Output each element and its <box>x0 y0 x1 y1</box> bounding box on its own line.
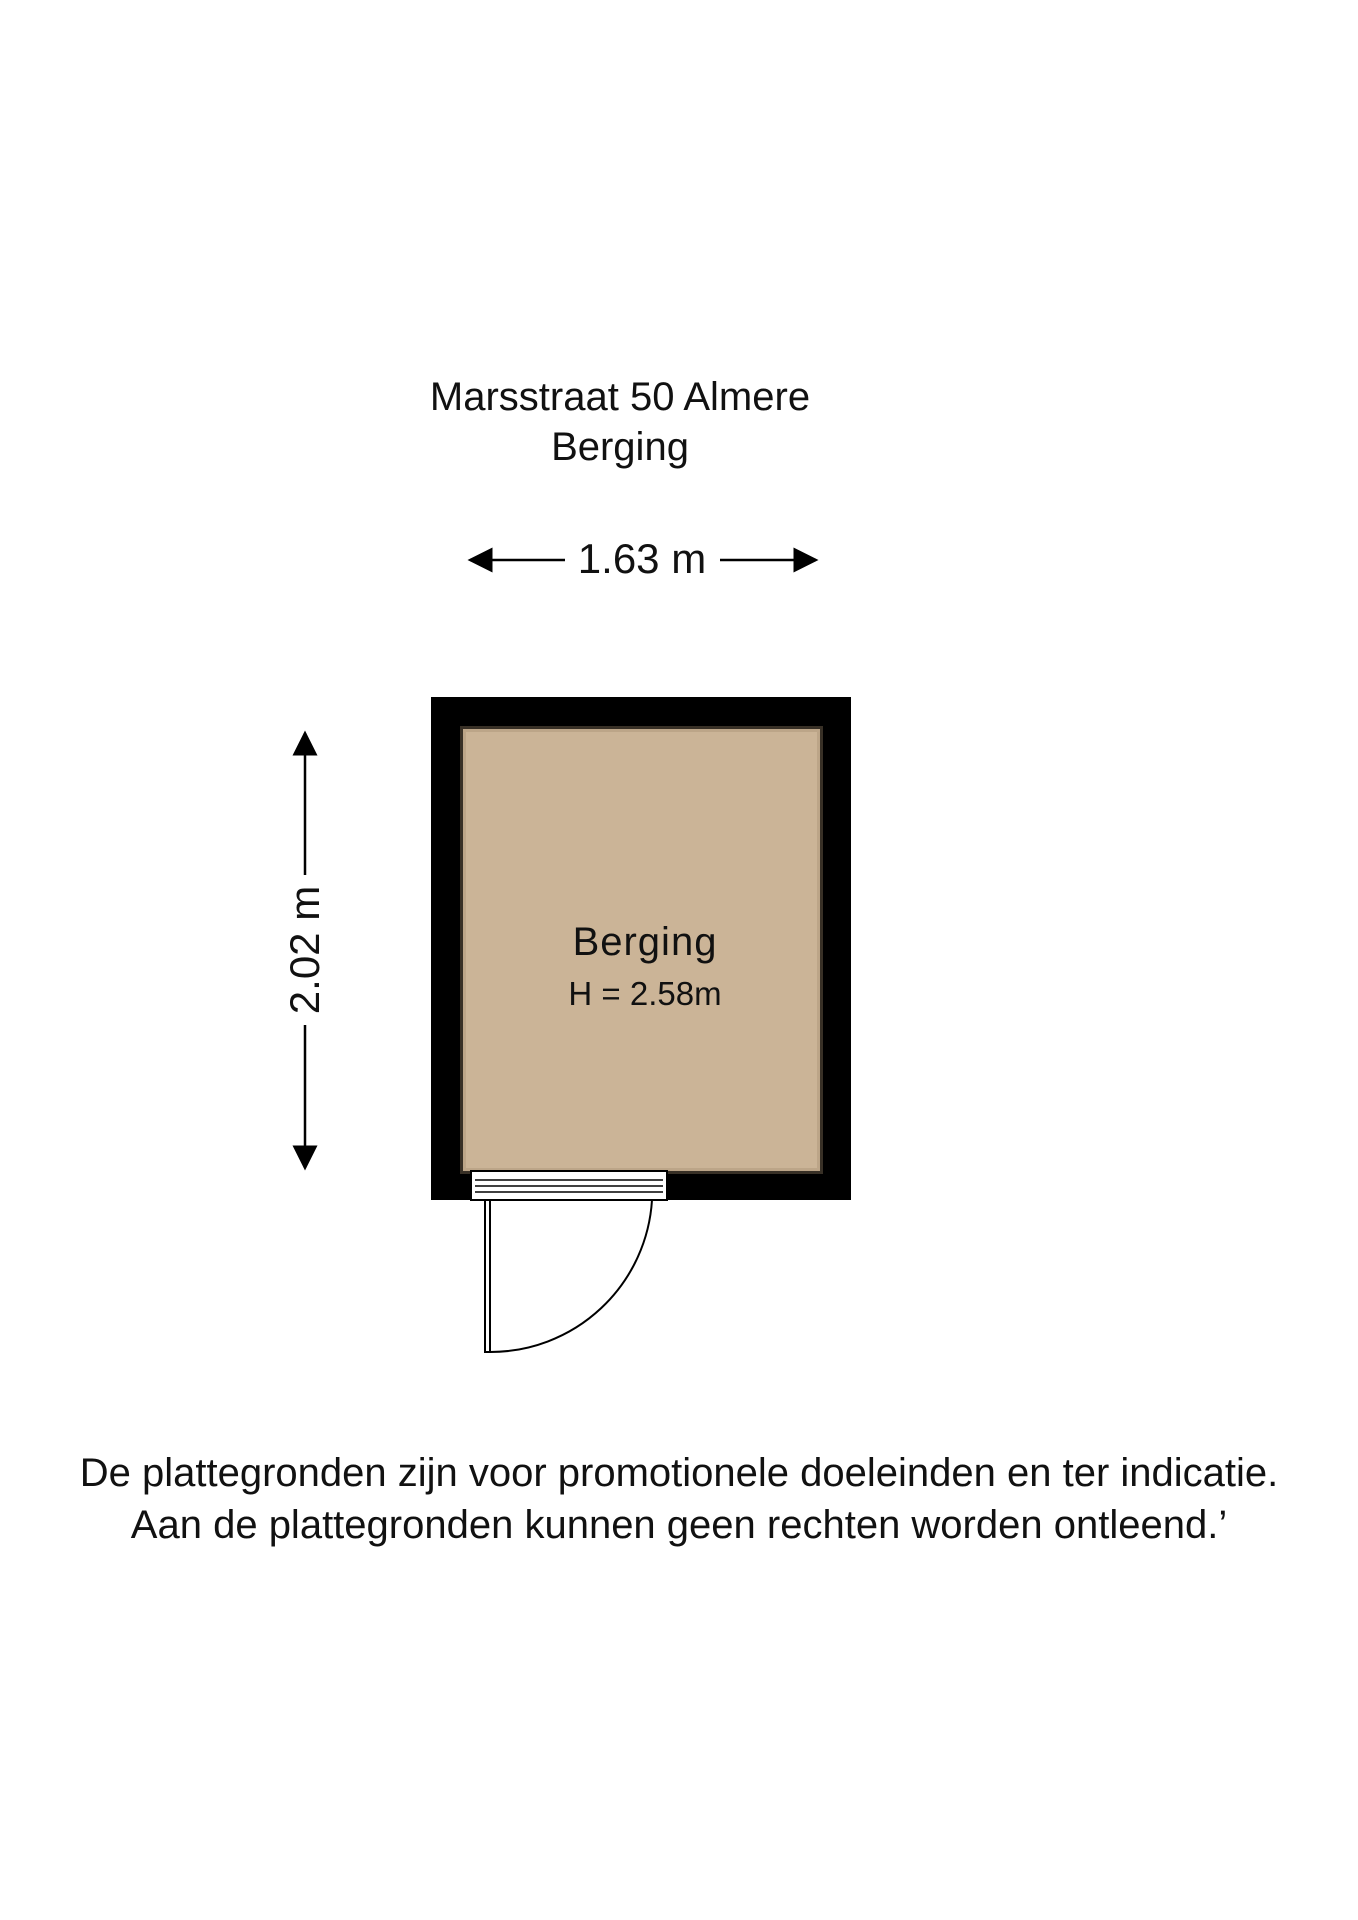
height-dimension-label: 2.02 m <box>280 880 330 1020</box>
room-name-label: Berging <box>572 920 718 964</box>
plan-title <box>380 372 860 472</box>
floor-name: Berging <box>551 425 689 469</box>
address-title: Marsstraat 50 Almere <box>429 375 811 419</box>
door-threshold <box>471 1171 667 1200</box>
disclaimer-line-1: De plattegronden zijn voor promotionele doeleinden en ter indicatie. <box>79 1451 1279 1495</box>
door-swing <box>485 1200 652 1352</box>
disclaimer <box>0 1447 1358 1551</box>
room-ceiling-height: H = 2.58m <box>568 975 722 1012</box>
width-dimension-label: 1.63 m <box>572 534 712 584</box>
disclaimer-line-2: Aan de plattegronden kunnen geen rechten worden ontleend.’ <box>130 1503 1228 1547</box>
